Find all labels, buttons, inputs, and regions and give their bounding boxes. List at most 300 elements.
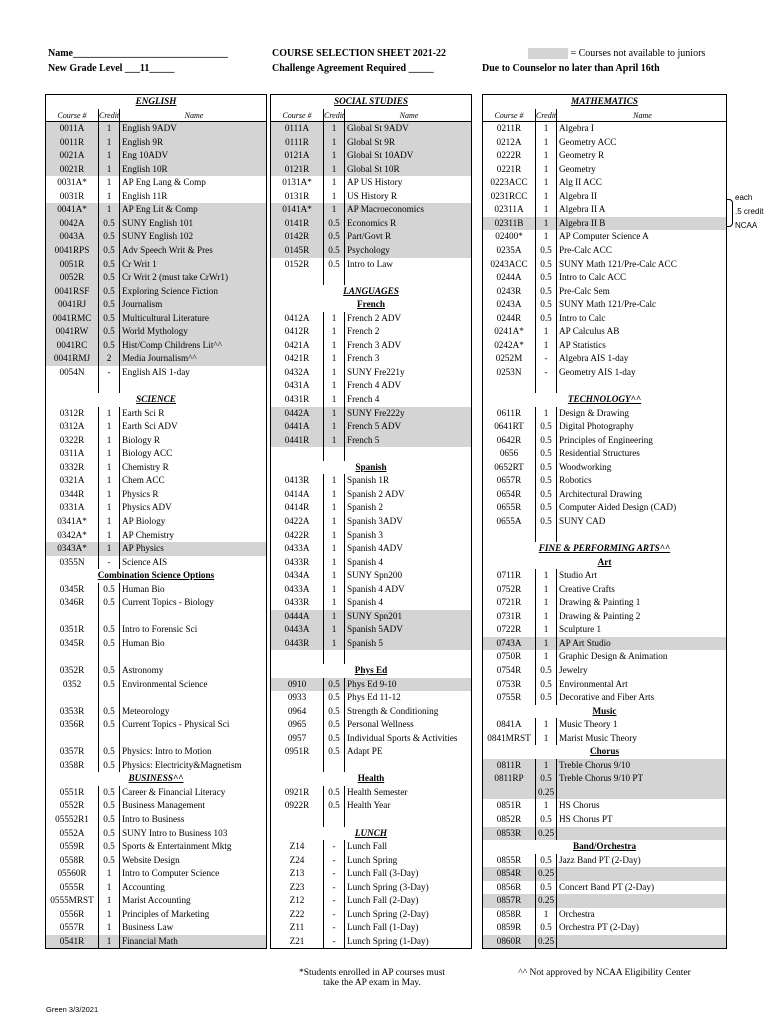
course-name: Astronomy <box>120 664 267 678</box>
course-number: 0332R <box>45 461 99 475</box>
course-number: 0355N <box>45 556 99 570</box>
course-row <box>270 244 472 258</box>
course-number: 0859R <box>482 921 536 935</box>
subsection-title: Combination Science Options <box>45 569 267 583</box>
course-credit: 0.5 <box>536 854 557 868</box>
course-credit: 1 <box>324 136 345 150</box>
course-row <box>45 244 267 258</box>
course-row <box>482 935 727 949</box>
blank-row <box>45 732 267 746</box>
course-number: 0111A <box>270 122 324 136</box>
course-number: 0655A <box>482 515 536 529</box>
course-credit: 0.5 <box>99 298 120 312</box>
course-number: Z23 <box>270 881 324 895</box>
course-name: Algebra AIS 1-day <box>557 352 727 366</box>
course-name: Business Management <box>120 799 267 813</box>
empty-cell <box>45 650 99 664</box>
course-credit: 0.5 <box>536 420 557 434</box>
course-number: 05560R <box>45 867 99 881</box>
course-row <box>45 881 267 895</box>
course-credit: 0.5 <box>99 312 120 326</box>
course-number: 0854R <box>482 867 536 881</box>
course-number: 0312R <box>45 407 99 421</box>
course-name: Part/Govt R <box>345 230 472 244</box>
course-row <box>482 637 727 651</box>
course-name: Intro to Computer Science <box>120 867 267 881</box>
course-number: 0957 <box>270 732 324 746</box>
course-credit: 1 <box>324 407 345 421</box>
course-credit: 0.5 <box>99 786 120 800</box>
course-row <box>482 515 727 529</box>
course-row <box>482 190 727 204</box>
course-credit: 1 <box>324 176 345 190</box>
course-name: French 5 <box>345 434 472 448</box>
course-row <box>270 407 472 421</box>
course-credit: 0.5 <box>324 732 345 746</box>
course-number: 0041RJ <box>45 298 99 312</box>
course-credit: 0.5 <box>99 339 120 353</box>
course-credit: 1 <box>536 637 557 651</box>
course-row <box>482 501 727 515</box>
course-name: SUNY English 102 <box>120 230 267 244</box>
course-name: Global St 9ADV <box>345 122 472 136</box>
course-row <box>45 434 267 448</box>
ap-exam-note <box>272 968 472 988</box>
course-row <box>270 176 472 190</box>
course-row <box>270 786 472 800</box>
course-number: 0552A <box>45 827 99 841</box>
empty-cell <box>482 529 536 543</box>
course-credit: 1 <box>99 447 120 461</box>
course-row <box>270 678 472 692</box>
course-credit: 0.5 <box>536 258 557 272</box>
course-number: 0657R <box>482 474 536 488</box>
section-title: FINE & PERFORMING ARTS^^ <box>482 542 727 556</box>
course-row <box>482 339 727 353</box>
course-name: Spanish 4 <box>345 556 472 570</box>
empty-cell <box>482 379 536 393</box>
empty-cell <box>120 732 267 746</box>
course-credit: 1 <box>99 881 120 895</box>
course-credit: 1 <box>324 325 345 339</box>
empty-cell <box>270 813 324 827</box>
empty-cell <box>99 732 120 746</box>
course-row <box>482 569 727 583</box>
course-name: Geometry <box>557 163 727 177</box>
course-row <box>270 732 472 746</box>
section-title: BUSINESS^^ <box>45 772 267 786</box>
course-credit: 1 <box>324 596 345 610</box>
course-credit: - <box>324 867 345 881</box>
empty-cell <box>45 379 99 393</box>
course-number: 0052R <box>45 271 99 285</box>
course-number: 0853R <box>482 827 536 841</box>
course-credit: 0.25 <box>536 894 557 908</box>
course-row <box>45 407 267 421</box>
course-number: 0152R <box>270 258 324 272</box>
course-row <box>45 840 267 854</box>
course-name: Adapt PE <box>345 745 472 759</box>
course-number: 0652RT <box>482 461 536 475</box>
course-row <box>482 325 727 339</box>
course-row <box>482 664 727 678</box>
course-name: Treble Chorus 9/10 PT <box>557 772 727 786</box>
course-number: 0041RSF <box>45 285 99 299</box>
course-credit: 0.5 <box>99 759 120 773</box>
course-row <box>482 217 727 231</box>
course-name: Algebra I <box>557 122 727 136</box>
course-number: 0041RPS <box>45 244 99 258</box>
course-credit: 1 <box>99 434 120 448</box>
course-credit: 1 <box>324 515 345 529</box>
course-number: 0444A <box>270 610 324 624</box>
course-credit: 0.5 <box>99 258 120 272</box>
course-credit: 0.5 <box>536 312 557 326</box>
course-credit: 0.5 <box>536 772 557 786</box>
course-name: Spanish 2 <box>345 501 472 515</box>
course-number: 0555R <box>45 881 99 895</box>
course-row <box>270 136 472 150</box>
course-row <box>270 718 472 732</box>
course-name: Woodworking <box>557 461 727 475</box>
course-row <box>270 434 472 448</box>
course-row <box>482 474 727 488</box>
course-number: 0541R <box>45 935 99 949</box>
course-credit: 0.5 <box>536 881 557 895</box>
course-row <box>270 325 472 339</box>
course-number: 0341A* <box>45 515 99 529</box>
course-number: 0142R <box>270 230 324 244</box>
course-number: 0642R <box>482 434 536 448</box>
course-row <box>270 894 472 908</box>
course-number: 0841A <box>482 718 536 732</box>
course-name: Sculpture 1 <box>557 623 727 637</box>
course-credit: 1 <box>324 583 345 597</box>
course-number: 0414R <box>270 501 324 515</box>
subsection-title: Chorus <box>482 745 727 759</box>
course-number: 0921R <box>270 786 324 800</box>
course-name: English 9R <box>120 136 267 150</box>
course-credit: 1 <box>324 474 345 488</box>
course-number: 0841MRST <box>482 732 536 746</box>
course-number: 0855R <box>482 854 536 868</box>
course-row <box>270 935 472 949</box>
course-row <box>45 596 267 610</box>
course-row <box>45 366 267 380</box>
course-number: 0754R <box>482 664 536 678</box>
course-row <box>482 434 727 448</box>
ap-note-line2: take the AP exam in May. <box>323 978 421 988</box>
challenge-agreement-label: Challenge Agreement Required _____ <box>272 63 434 74</box>
course-credit: 1 <box>99 935 120 949</box>
course-row <box>482 813 727 827</box>
course-name: Spanish 4 <box>345 596 472 610</box>
course-name: Global St 10R <box>345 163 472 177</box>
course-number: 0743A <box>482 637 536 651</box>
course-row <box>270 745 472 759</box>
course-credit: 0.5 <box>324 691 345 705</box>
course-credit: 0.5 <box>99 623 120 637</box>
course-name: AP Statistics <box>557 339 727 353</box>
course-number: 0413R <box>270 474 324 488</box>
course-credit: 0.5 <box>536 447 557 461</box>
course-number: 0433R <box>270 596 324 610</box>
course-number: Z21 <box>270 935 324 949</box>
course-row <box>482 596 727 610</box>
course-row <box>45 921 267 935</box>
course-name: Sports & Entertainment Mktg <box>120 840 267 854</box>
course-credit: 1 <box>536 596 557 610</box>
course-number: 0558R <box>45 854 99 868</box>
course-row <box>482 163 727 177</box>
empty-cell <box>120 379 267 393</box>
course-credit: 0.5 <box>536 921 557 935</box>
course-name: Financial Math <box>120 935 267 949</box>
course-row <box>270 393 472 407</box>
course-credit: 1 <box>536 583 557 597</box>
course-row <box>270 556 472 570</box>
course-name: French 5 ADV <box>345 420 472 434</box>
side-note-brace <box>727 199 733 227</box>
course-credit: 1 <box>99 149 120 163</box>
course-name: English 11R <box>120 190 267 204</box>
blank-row <box>45 691 267 705</box>
course-number: 0422A <box>270 515 324 529</box>
course-row <box>45 217 267 231</box>
course-row <box>482 583 727 597</box>
course-credit: - <box>324 921 345 935</box>
course-name: Strength & Conditioning <box>345 705 472 719</box>
course-name: HS Chorus <box>557 799 727 813</box>
course-name: Business Law <box>120 921 267 935</box>
course-row <box>45 542 267 556</box>
course-credit: 1 <box>536 163 557 177</box>
course-row <box>45 258 267 272</box>
course-row <box>482 678 727 692</box>
course-name: Creative Crafts <box>557 583 727 597</box>
course-credit: - <box>324 840 345 854</box>
course-credit: 0.5 <box>99 637 120 651</box>
column-header-row <box>482 109 727 123</box>
course-row <box>270 921 472 935</box>
course-credit: 0.5 <box>99 678 120 692</box>
course-name: Economics R <box>345 217 472 231</box>
course-credit: 1 <box>536 325 557 339</box>
course-name: Marist Accounting <box>120 894 267 908</box>
course-number: Z24 <box>270 854 324 868</box>
blank-row <box>45 379 267 393</box>
course-row <box>270 596 472 610</box>
course-credit: 1 <box>536 176 557 190</box>
column-header-row <box>270 109 472 123</box>
course-row <box>45 908 267 922</box>
course-number: 0344R <box>45 488 99 502</box>
course-credit: 0.5 <box>99 285 120 299</box>
course-credit: 1 <box>536 732 557 746</box>
course-credit: 0.5 <box>99 718 120 732</box>
course-name: Decorative and Fiber Arts <box>557 691 727 705</box>
course-row <box>270 501 472 515</box>
course-number: 0043A <box>45 230 99 244</box>
course-name: Lunch Spring (3-Day) <box>345 881 472 895</box>
course-name: AP US History <box>345 176 472 190</box>
course-row <box>270 515 472 529</box>
course-name: Computer Aided Design (CAD) <box>557 501 727 515</box>
course-name: Principles of Engineering <box>557 434 727 448</box>
course-credit: 0.5 <box>99 799 120 813</box>
course-row <box>270 312 472 326</box>
course-number: 0933 <box>270 691 324 705</box>
course-number: 02311B <box>482 217 536 231</box>
empty-cell <box>99 610 120 624</box>
course-name: Robotics <box>557 474 727 488</box>
course-credit: - <box>324 854 345 868</box>
course-number <box>482 786 536 800</box>
course-credit: 1 <box>99 474 120 488</box>
course-name: Adv Speech Writ & Pres <box>120 244 267 258</box>
course-row <box>482 786 727 800</box>
legend <box>528 48 705 59</box>
empty-cell <box>557 379 727 393</box>
course-number: 0141R <box>270 217 324 231</box>
course-row <box>482 407 727 421</box>
empty-cell <box>324 650 345 664</box>
course-credit: 1 <box>324 312 345 326</box>
course-row <box>270 691 472 705</box>
blank-row <box>270 759 472 773</box>
course-row <box>45 488 267 502</box>
course-credit: 0.5 <box>536 691 557 705</box>
course-name: Accounting <box>120 881 267 895</box>
course-number: 05552R1 <box>45 813 99 827</box>
course-credit: 1 <box>536 569 557 583</box>
course-credit: - <box>324 894 345 908</box>
course-number: 0441R <box>270 434 324 448</box>
course-credit: 0.25 <box>536 935 557 949</box>
course-number: 0811R <box>482 759 536 773</box>
course-credit: - <box>536 352 557 366</box>
course-number: 0443R <box>270 637 324 651</box>
course-name: AP Macroeconomics <box>345 203 472 217</box>
course-credit: 1 <box>99 515 120 529</box>
course-name: Jazz Band PT (2-Day) <box>557 854 727 868</box>
course-number: 0342A* <box>45 529 99 543</box>
course-name: Intro to Forensic Sci <box>120 623 267 637</box>
course-name: SUNY Math 121/Pre-Calc <box>557 298 727 312</box>
course-number: 0711R <box>482 569 536 583</box>
course-name: Lunch Fall <box>345 840 472 854</box>
course-credit: 0.5 <box>324 745 345 759</box>
course-name: Career & Financial Literacy <box>120 786 267 800</box>
course-name <box>557 867 727 881</box>
course-row <box>482 881 727 895</box>
empty-cell <box>45 691 99 705</box>
course-name: Earth Sci ADV <box>120 420 267 434</box>
course-row <box>482 420 727 434</box>
course-number: 0041A* <box>45 203 99 217</box>
course-row <box>482 366 727 380</box>
course-name: Orchestra PT (2-Day) <box>557 921 727 935</box>
course-number: Course # <box>45 109 99 123</box>
empty-cell <box>99 379 120 393</box>
course-credit: 0.5 <box>536 434 557 448</box>
course-credit: 1 <box>99 163 120 177</box>
course-number: 0231RCC <box>482 190 536 204</box>
course-row <box>482 908 727 922</box>
course-name: Lunch Fall (1-Day) <box>345 921 472 935</box>
blank-row <box>270 271 472 285</box>
course-credit: 1 <box>536 908 557 922</box>
course-name: Multicultural Literature <box>120 312 267 326</box>
course-row <box>45 461 267 475</box>
course-row <box>482 230 727 244</box>
course-credit: 1 <box>99 529 120 543</box>
course-name: English AIS 1-day <box>120 366 267 380</box>
course-number: 0414A <box>270 488 324 502</box>
course-row <box>482 772 727 786</box>
course-row <box>270 623 472 637</box>
course-number: 02400* <box>482 230 536 244</box>
course-number: 0345R <box>45 583 99 597</box>
course-credit: 0.5 <box>99 840 120 854</box>
course-credit: Credit <box>536 109 557 123</box>
course-number: 0051R <box>45 258 99 272</box>
course-number: 0141A* <box>270 203 324 217</box>
course-row <box>45 474 267 488</box>
course-name: Science AIS <box>120 556 267 570</box>
course-name: SUNY Intro to Business 103 <box>120 827 267 841</box>
course-number: 0353R <box>45 705 99 719</box>
course-row <box>270 488 472 502</box>
course-name: Intro to Law <box>345 258 472 272</box>
course-number: 0352 <box>45 678 99 692</box>
course-number: 0041RW <box>45 325 99 339</box>
course-name: Physics R <box>120 488 267 502</box>
course-credit: 0.5 <box>324 678 345 692</box>
course-name: French 4 <box>345 393 472 407</box>
course-number: 0557R <box>45 921 99 935</box>
course-number: 0559R <box>45 840 99 854</box>
course-number: 0752R <box>482 583 536 597</box>
course-number: 0434A <box>270 569 324 583</box>
course-row <box>482 732 727 746</box>
course-number: Course # <box>270 109 324 123</box>
course-name: French 3 ADV <box>345 339 472 353</box>
course-credit: 0.5 <box>536 488 557 502</box>
course-number: 0346R <box>45 596 99 610</box>
course-number: 0750R <box>482 650 536 664</box>
course-number: 0111R <box>270 136 324 150</box>
course-row <box>45 664 267 678</box>
course-number: 0235A <box>482 244 536 258</box>
course-name: Name <box>345 109 472 123</box>
course-credit: 1 <box>99 921 120 935</box>
course-credit: 0.25 <box>536 867 557 881</box>
blank-row <box>270 447 472 461</box>
course-name: SUNY Math 121/Pre-Calc ACC <box>557 258 727 272</box>
course-number: 0422R <box>270 529 324 543</box>
course-credit: 1 <box>99 908 120 922</box>
section-title: LUNCH <box>270 827 472 841</box>
course-number: 0856R <box>482 881 536 895</box>
course-name: Cr Writ 2 (must take CrWr1) <box>120 271 267 285</box>
empty-cell <box>345 813 472 827</box>
course-credit: 1 <box>324 203 345 217</box>
course-number: 0356R <box>45 718 99 732</box>
course-row <box>270 258 472 272</box>
course-number: 0358R <box>45 759 99 773</box>
course-credit: 1 <box>324 339 345 353</box>
